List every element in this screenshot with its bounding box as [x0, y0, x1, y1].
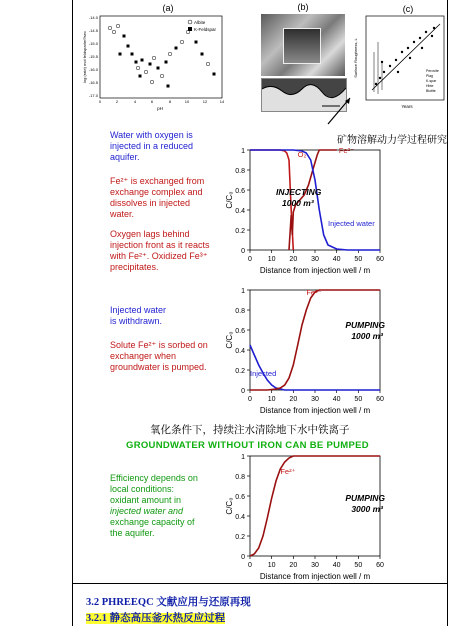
- panel-c-point: [401, 51, 403, 53]
- x-tick-label: 30: [311, 396, 319, 403]
- series-label-fe: Fe²⁻: [338, 146, 355, 155]
- svg-text:-15.5: -15.5: [88, 54, 98, 59]
- y-tick-label: 0.6: [235, 328, 245, 335]
- panel-c-point: [407, 47, 409, 49]
- y-tick-label: 0: [241, 388, 245, 395]
- top-caption: 矿物溶解动力学过程研究: [337, 135, 447, 146]
- svg-text:-16.0: -16.0: [88, 67, 98, 72]
- x-tick-label: 0: [248, 396, 252, 403]
- s1-text-blue: Water with oxygen is injected in a reduced aquifer.: [110, 130, 194, 162]
- svg-text:Hbte: Hbte: [426, 84, 434, 88]
- svg-text:K-Feldspar: K-Feldspar: [194, 27, 217, 32]
- series-label-fe: Fe²⁻: [306, 288, 322, 297]
- panel-a-yticks: [89, 15, 99, 98]
- panel-a-point: [139, 75, 142, 78]
- y-tick-label: 0.2: [235, 228, 245, 235]
- panel-c-point: [409, 57, 411, 59]
- panel-a-point: [195, 41, 198, 44]
- y-tick-label: 0.6: [235, 188, 245, 195]
- svg-text:Biotite: Biotite: [426, 89, 436, 93]
- chart-title: PUMPING: [345, 320, 386, 330]
- panel-a-point: [112, 30, 116, 34]
- x-tick-label: 60: [376, 562, 384, 569]
- x-axis-label: Distance from injection well / m: [259, 266, 371, 275]
- y-tick-label: 0.8: [235, 168, 245, 175]
- s2-text-blue: Injected water is withdrawn.: [110, 305, 167, 326]
- y-tick-label: 1: [241, 148, 245, 155]
- x-tick-label: 10: [267, 396, 276, 403]
- panel-a-points: [108, 24, 215, 87]
- x-tick-label: 20: [289, 562, 298, 569]
- x-tick-label: 50: [354, 562, 363, 569]
- series-line: [250, 345, 380, 390]
- panel-c-point: [421, 47, 423, 49]
- panel-a-legend: [188, 20, 217, 32]
- series-label-injected: Injected water: [328, 219, 375, 228]
- y-tick-label: 0.8: [235, 474, 245, 481]
- panel-a-point: [206, 62, 210, 66]
- svg-text:2: 2: [115, 99, 119, 104]
- pumping-1000-chart: [222, 284, 412, 418]
- y-tick-label: 0.4: [235, 514, 245, 521]
- panel-a-point: [165, 61, 168, 64]
- middle-caption: 氧化条件下，持续注水清除地下水中铁离子: [150, 424, 350, 436]
- svg-text:Perovite: Perovite: [426, 69, 439, 73]
- panel-c-point: [389, 65, 391, 67]
- panel-c-chart: [352, 2, 448, 114]
- svg-text:10: 10: [184, 99, 190, 104]
- panel-a-point: [157, 67, 160, 70]
- svg-text:0: 0: [98, 99, 102, 104]
- panel-c-point: [413, 41, 415, 43]
- panel-c-point: [375, 83, 377, 85]
- y-tick-label: 1: [241, 288, 245, 295]
- panel-c-point: [433, 27, 435, 29]
- panel-a-point: [108, 26, 112, 30]
- panel-a-point: [150, 80, 154, 84]
- panel-a-point: [141, 59, 144, 62]
- svg-text:Albite: Albite: [194, 20, 206, 25]
- s1-text-red-2: Oxygen lags behind injection front as it reacts with Fe²⁺. Oxidized Fe³⁺ precipitates.: [110, 229, 210, 272]
- chart-subtitle: 1000 m³: [282, 198, 314, 208]
- panel-c-label: (c): [402, 4, 414, 14]
- x-axis-label: Distance from injection well / m: [259, 572, 371, 581]
- panel-a-point: [167, 85, 170, 88]
- panel-a-point: [127, 45, 130, 48]
- svg-text:12: 12: [202, 99, 208, 104]
- svg-text:14: 14: [219, 99, 225, 104]
- y-tick-label: 0.2: [235, 534, 245, 541]
- section-heading-3-2-1: 3.2.1 静态高压釜水热反应过程: [86, 613, 226, 624]
- y-axis-label: C/C₀: [225, 497, 234, 515]
- x-tick-label: 30: [311, 562, 319, 569]
- panel-a-point: [168, 52, 172, 56]
- panel-a-point: [116, 24, 120, 28]
- y-tick-label: 0.6: [235, 494, 245, 501]
- s3-text-green: Efficiency depends on local conditions: oxidant amount in injected water and exchange capacity of the aquifer.: [110, 473, 198, 538]
- caption-arrow-icon: [318, 96, 358, 136]
- panel-c-point: [425, 31, 427, 33]
- y-tick-label: 0.4: [235, 348, 245, 355]
- chart-title: PUMPING: [345, 493, 386, 503]
- svg-text:-14.5: -14.5: [88, 28, 98, 33]
- middle-banner: GROUNDWATER WITHOUT IRON CAN BE PUMPED: [126, 440, 369, 451]
- panel-c-legend: [426, 69, 439, 93]
- x-tick-label: 40: [332, 396, 341, 403]
- y-tick-label: 0.4: [235, 208, 245, 215]
- panel-a-label: (a): [162, 3, 174, 13]
- panel-c-ylabel: Surface Roughness, L: [353, 38, 358, 78]
- x-tick-label: 30: [311, 256, 319, 263]
- x-tick-label: 10: [267, 562, 276, 569]
- panel-c-point: [431, 35, 433, 37]
- section-heading-3-2: 3.2 PHREEQC 文献应用与还原再现: [86, 597, 251, 608]
- x-tick-label: 50: [354, 396, 363, 403]
- panel-c-point: [379, 77, 381, 79]
- x-tick-label: 10: [267, 256, 276, 263]
- chart-subtitle: 1000 m³: [351, 331, 384, 341]
- panel-a-ylabel: log (rate) mol feldspar/m²/sec: [82, 30, 87, 84]
- svg-text:8: 8: [168, 99, 172, 104]
- pumping-3000-chart: [222, 450, 412, 584]
- y-tick-label: 0.8: [235, 308, 245, 315]
- panel-a-point: [201, 53, 204, 56]
- panel-c-point: [419, 37, 421, 39]
- y-tick-label: 0: [241, 248, 245, 255]
- svg-text:-15.0: -15.0: [88, 41, 98, 46]
- panel-a-point: [136, 66, 140, 70]
- panel-a-point: [131, 53, 134, 56]
- panel-b-label: (b): [297, 2, 309, 12]
- panel-a-chart: [80, 2, 240, 114]
- svg-text:-16.5: -16.5: [88, 80, 98, 85]
- x-tick-label: 0: [248, 562, 252, 569]
- panel-a-point: [149, 63, 152, 66]
- x-tick-label: 0: [248, 256, 252, 263]
- series-label-fe: Fe²⁺: [280, 467, 296, 476]
- x-tick-label: 60: [376, 396, 384, 403]
- panel-a-point: [180, 40, 184, 44]
- y-tick-label: 1: [241, 454, 245, 461]
- s2-text-red: Solute Fe²⁺ is sorbed on exchanger when groundwater is pumped.: [110, 340, 208, 372]
- svg-text:6: 6: [150, 99, 154, 104]
- x-tick-label: 40: [332, 256, 341, 263]
- panel-a-xticks: [99, 99, 225, 104]
- panel-a-point: [160, 74, 164, 78]
- chart-subtitle: 3000 m³: [351, 504, 384, 514]
- x-tick-label: 50: [354, 256, 363, 263]
- y-tick-label: 0: [241, 554, 245, 561]
- y-tick-label: 0.2: [235, 368, 245, 375]
- panel-c-point: [395, 59, 397, 61]
- panel-a-point: [213, 73, 216, 76]
- chart-title: INJECTING: [276, 187, 322, 197]
- injecting-chart: [222, 144, 412, 278]
- svg-text:Plag: Plag: [426, 74, 434, 78]
- panel-c-xlabel: Years: [401, 104, 413, 109]
- x-tick-label: 40: [332, 562, 341, 569]
- series-label-o2: O₂: [297, 150, 307, 159]
- svg-text:4: 4: [133, 99, 137, 104]
- x-tick-label: 20: [289, 396, 298, 403]
- sem-micrograph: [261, 14, 345, 76]
- panel-a-xlabel: pH: [157, 106, 163, 111]
- panel-c-point: [397, 71, 399, 73]
- svg-text:K-spar: K-spar: [426, 79, 437, 83]
- svg-text:-14.0: -14.0: [88, 15, 98, 20]
- panel-c-point: [383, 71, 385, 73]
- panel-a-point: [119, 53, 122, 56]
- panel-a-point: [123, 35, 126, 38]
- panel-a-point: [175, 47, 178, 50]
- x-tick-label: 20: [289, 256, 298, 263]
- panel-a-point: [144, 70, 148, 74]
- y-axis-label: C/C₀: [225, 191, 234, 209]
- panel-a-point: [135, 61, 138, 64]
- series-label-injected: Injected: [250, 369, 277, 378]
- s1-text-red-1: Fe²⁺ is exchanged from exchange complex and dissolves in injected water.: [110, 176, 205, 219]
- y-axis-label: C/C₀: [225, 331, 234, 349]
- panel-a-point: [152, 56, 156, 60]
- x-axis-label: Distance from injection well / m: [259, 406, 371, 415]
- x-tick-label: 60: [376, 256, 384, 263]
- svg-text:-17.0: -17.0: [88, 93, 98, 98]
